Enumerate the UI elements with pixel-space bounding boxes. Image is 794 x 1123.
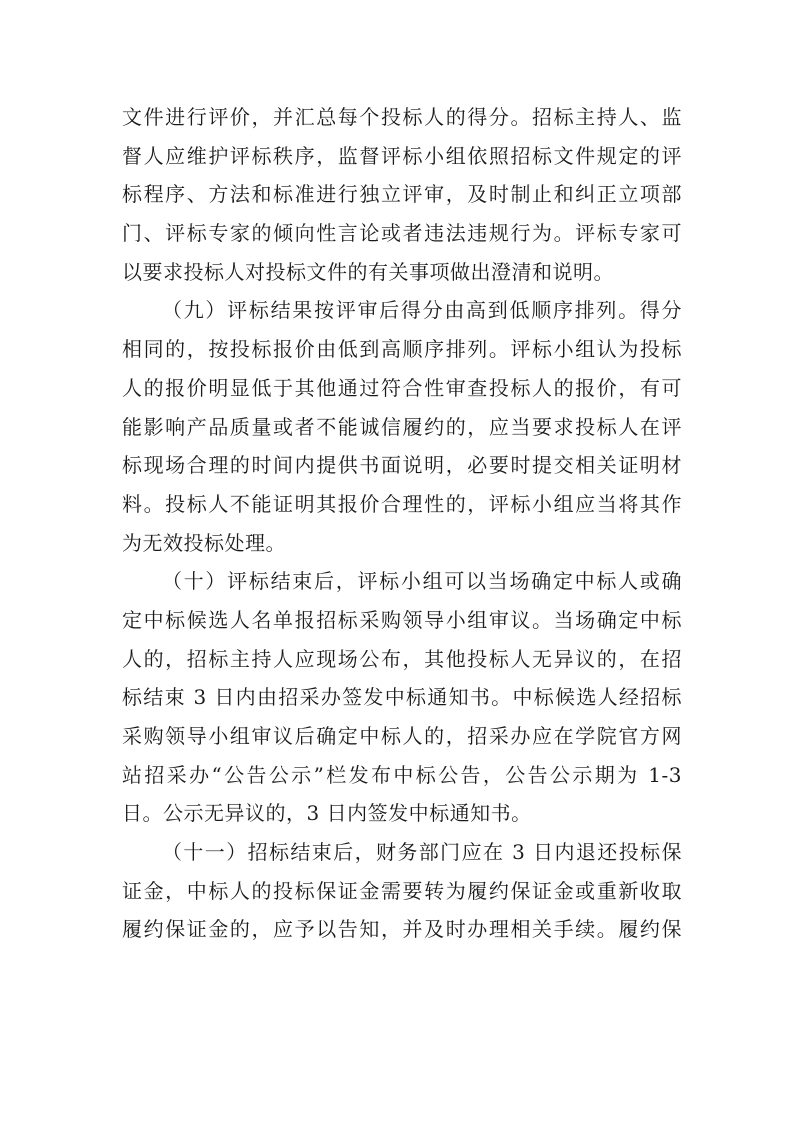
text-line: （十一）招标结束后，财务部门应在 3 日内退还投标保 bbox=[162, 840, 682, 865]
text-line: 相同的，按投标报价由低到高顺序排列。评标小组认为投标 bbox=[122, 337, 682, 362]
text-line: 人的，招标主持人应现场公布，其他投标人无异议的，在招 bbox=[122, 646, 682, 671]
text-line: 履约保证金的，应予以告知，并及时办理相关手续。履约保 bbox=[122, 917, 682, 942]
text-line: 文件进行评价，并汇总每个投标人的得分。招标主持人、监 bbox=[122, 105, 682, 129]
text-line: 督人应维护评标秩序，监督评标小组依照招标文件规定的评 bbox=[122, 143, 682, 168]
text-line: 门、评标专家的倾向性言论或者违法违规行为。评标专家可 bbox=[122, 221, 682, 246]
text-line: 证金，中标人的投标保证金需要转为履约保证金或重新收取 bbox=[122, 878, 682, 903]
text-line: 采购领导小组审议后确定中标人的，招采办应在学院官方网 bbox=[122, 724, 682, 748]
body-text bbox=[122, 98, 682, 949]
text-line: （十）评标结束后，评标小组可以当场确定中标人或确 bbox=[162, 569, 682, 594]
text-line: 日。公示无异议的，3 日内签发中标通知书。 bbox=[122, 801, 532, 826]
text-line: 人的报价明显低于其他通过符合性审查投标人的报价，有可 bbox=[122, 375, 682, 400]
text-line: 站招采办“公告公示”栏发布中标公告，公告公示期为 1-3 bbox=[122, 762, 682, 787]
text-line: 能影响产品质量或者不能诚信履约的，应当要求投标人在评 bbox=[122, 414, 682, 439]
text-line: 标程序、方法和标准进行独立评审，及时制止和纠正立项部 bbox=[122, 182, 682, 207]
text-line: 标结束 3 日内由招采办签发中标通知书。中标候选人经招标 bbox=[122, 685, 682, 710]
text-line: 以要求投标人对投标文件的有关事项做出澄清和说明。 bbox=[122, 259, 614, 284]
text-line: （九）评标结果按评审后得分由高到低顺序排列。得分 bbox=[162, 298, 682, 323]
text-line: 料。投标人不能证明其报价合理性的，评标小组应当将其作 bbox=[122, 491, 682, 516]
text-line: 定中标候选人名单报招标采购领导小组审议。当场确定中标 bbox=[122, 607, 682, 632]
text-line: 为无效投标处理。 bbox=[122, 530, 286, 555]
text-line: 标现场合理的时间内提供书面说明，必要时提交相关证明材 bbox=[122, 453, 682, 478]
